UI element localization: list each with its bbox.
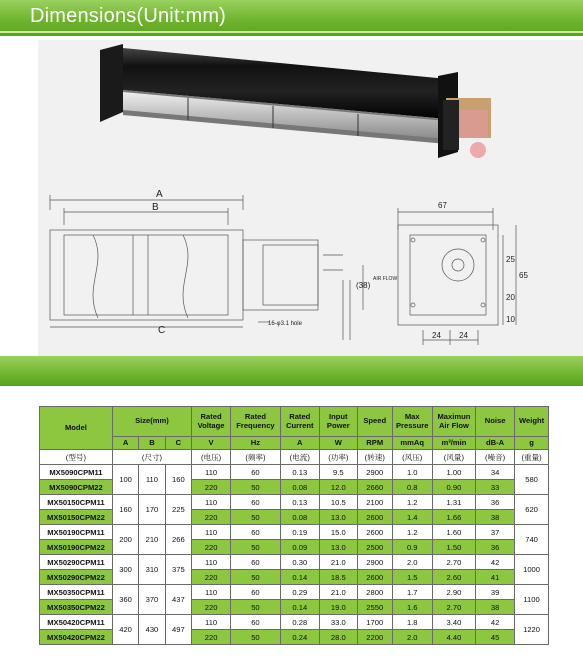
col-weight: Weight [515,407,549,437]
unit-c: C [165,437,191,450]
col-pressure: Max Pressure [392,407,432,437]
db-cell: 39 [476,585,515,600]
hz-cell: 50 [231,630,281,645]
size-b-cell: 110 [139,465,165,495]
header-stripe [0,31,583,33]
size-a-cell: 360 [112,585,138,615]
model-cell: MX50350CPM22 [40,600,113,615]
cn-power: (功率) [319,450,357,465]
unit-mmaq: mmAq [392,437,432,450]
cn-model: (型号) [40,450,113,465]
amp-cell: 0.28 [280,615,319,630]
v-cell: 220 [192,480,231,495]
model-cell: MX50290CPM11 [40,555,113,570]
dim-24a-label: 24 [432,331,441,340]
mmaq-cell: 1.0 [392,465,432,480]
size-a-cell: 420 [112,615,138,645]
cn-airflow: (风量) [432,450,475,465]
col-current: Rated Current [280,407,319,437]
v-cell: 220 [192,570,231,585]
amp-cell: 0.13 [280,465,319,480]
rpm-cell: 2900 [357,465,392,480]
amp-cell: 0.13 [280,495,319,510]
hz-cell: 50 [231,510,281,525]
m3-cell: 2.60 [432,570,475,585]
rpm-cell: 2660 [357,480,392,495]
w-cell: 12.0 [319,480,357,495]
size-b-cell: 370 [139,585,165,615]
m3-cell: 2.70 [432,600,475,615]
size-a-cell: 300 [112,555,138,585]
amp-cell: 0.24 [280,630,319,645]
mmaq-cell: 0.9 [392,540,432,555]
col-noise: Noise [476,407,515,437]
model-cell: MX5090CPM11 [40,465,113,480]
col-voltage: Rated Voltage [192,407,231,437]
mmaq-cell: 1.4 [392,510,432,525]
db-cell: 36 [476,495,515,510]
hz-cell: 60 [231,465,281,480]
mmaq-cell: 1.2 [392,495,432,510]
hz-cell: 50 [231,570,281,585]
db-cell: 41 [476,570,515,585]
dim-20-label: 20 [506,293,515,302]
w-cell: 13.0 [319,540,357,555]
section-divider-bar [0,356,583,386]
hz-cell: 60 [231,525,281,540]
mmaq-cell: 2.0 [392,555,432,570]
fan-illustration [38,40,583,356]
size-b-cell: 430 [139,615,165,645]
rpm-cell: 2550 [357,600,392,615]
mmaq-cell: 1.7 [392,585,432,600]
rpm-cell: 2600 [357,525,392,540]
v-cell: 220 [192,540,231,555]
unit-a: A [112,437,138,450]
size-b-cell: 170 [139,495,165,525]
weight-cell: 740 [515,525,549,555]
m3-cell: 3.40 [432,615,475,630]
cn-weight: (重量) [515,450,549,465]
size-b-cell: 310 [139,555,165,585]
dim-10-label: 10 [506,315,515,324]
rpm-cell: 2900 [357,555,392,570]
dim-24b-label: 24 [459,331,468,340]
m3-cell: 2.70 [432,555,475,570]
w-cell: 33.0 [319,615,357,630]
amp-cell: 0.19 [280,525,319,540]
header-row [40,407,549,437]
size-a-cell: 160 [112,495,138,525]
mmaq-cell: 1.5 [392,570,432,585]
size-c-cell: 266 [165,525,191,555]
size-c-cell: 497 [165,615,191,645]
col-airflow: Maximun Air Flow [432,407,475,437]
cn-speed: (转速) [357,450,392,465]
model-cell: MX50420CPM11 [40,615,113,630]
weight-cell: 1000 [515,555,549,585]
amp-cell: 0.09 [280,540,319,555]
hz-cell: 60 [231,495,281,510]
model-cell: MX5090CPM22 [40,480,113,495]
amp-cell: 0.30 [280,555,319,570]
hz-cell: 50 [231,600,281,615]
v-cell: 110 [192,585,231,600]
unit-row [40,437,549,450]
w-cell: 13.0 [319,510,357,525]
mmaq-cell: 1.6 [392,600,432,615]
size-a-cell: 200 [112,525,138,555]
fan-photo [100,44,491,158]
amp-cell: 0.14 [280,570,319,585]
m3-cell: 1.31 [432,495,475,510]
weight-cell: 1100 [515,585,549,615]
db-cell: 33 [476,480,515,495]
unit-db: dB-A [476,437,515,450]
hz-cell: 60 [231,585,281,600]
rpm-cell: 2800 [357,585,392,600]
dim-25-label: 25 [506,255,515,264]
v-cell: 110 [192,465,231,480]
model-cell: MX50190CPM22 [40,540,113,555]
m3-cell: 1.66 [432,510,475,525]
col-model: Model [40,407,113,450]
cn-frequency: (频率) [231,450,281,465]
m3-cell: 0.90 [432,480,475,495]
model-cell: MX50150CPM11 [40,495,113,510]
col-frequency: Rated Frequency [231,407,281,437]
dim-c-label: C [158,325,166,336]
db-cell: 42 [476,555,515,570]
model-cell: MX50290CPM22 [40,570,113,585]
size-b-cell: 210 [139,525,165,555]
v-cell: 220 [192,630,231,645]
mmaq-cell: 1.2 [392,525,432,540]
v-cell: 220 [192,510,231,525]
m3-cell: 1.00 [432,465,475,480]
chinese-row [40,450,549,465]
m3-cell: 2.90 [432,585,475,600]
amp-cell: 0.29 [280,585,319,600]
front-view-drawing [50,195,350,340]
table-row [40,495,549,510]
v-cell: 110 [192,525,231,540]
hz-cell: 60 [231,555,281,570]
w-cell: 15.0 [319,525,357,540]
model-cell: MX50350CPM11 [40,585,113,600]
w-cell: 21.0 [319,555,357,570]
v-cell: 110 [192,615,231,630]
rpm-cell: 2100 [357,495,392,510]
size-c-cell: 437 [165,585,191,615]
hz-cell: 50 [231,480,281,495]
spec-table-body [40,407,549,645]
weight-cell: 620 [515,495,549,525]
weight-cell: 580 [515,465,549,495]
header-bar [0,0,583,36]
db-cell: 38 [476,510,515,525]
page-title: Dimensions(Unit:mm) [30,5,227,27]
unit-v: V [192,437,231,450]
db-cell: 38 [476,600,515,615]
spec-table [39,406,549,645]
size-c-cell: 225 [165,495,191,525]
rpm-cell: 2600 [357,510,392,525]
v-cell: 220 [192,600,231,615]
cn-pressure: (风压) [392,450,432,465]
w-cell: 10.5 [319,495,357,510]
size-c-cell: 160 [165,465,191,495]
unit-g: g [515,437,549,450]
col-size: Size(mm) [112,407,191,437]
hz-cell: 60 [231,615,281,630]
dim-67-label: 67 [438,201,447,210]
m3-cell: 1.50 [432,540,475,555]
table-row [40,465,549,480]
rpm-cell: 2600 [357,570,392,585]
rpm-cell: 2500 [357,540,392,555]
db-cell: 34 [476,465,515,480]
table-row [40,615,549,630]
table-row [40,555,549,570]
v-cell: 110 [192,495,231,510]
dim-b-label: B [152,202,159,213]
db-cell: 37 [476,525,515,540]
db-cell: 45 [476,630,515,645]
amp-cell: 0.08 [280,510,319,525]
mmaq-cell: 1.8 [392,615,432,630]
dim-38-label: (38) [356,281,371,290]
unit-rpm: RPM [357,437,392,450]
dim-65-label: 65 [519,271,528,280]
model-cell: MX50150CPM22 [40,510,113,525]
unit-amp: A [280,437,319,450]
size-a-cell: 100 [112,465,138,495]
rpm-cell: 1700 [357,615,392,630]
table-row [40,525,549,540]
mmaq-cell: 2.0 [392,630,432,645]
rpm-cell: 2200 [357,630,392,645]
w-cell: 18.5 [319,570,357,585]
cn-noise: (噪音) [476,450,515,465]
w-cell: 28.0 [319,630,357,645]
v-cell: 110 [192,555,231,570]
dim-a-label: A [156,189,163,200]
model-cell: MX50420CPM22 [40,630,113,645]
col-power: Input Power [319,407,357,437]
product-figure [38,40,583,356]
m3-cell: 4.40 [432,630,475,645]
w-cell: 9.5 [319,465,357,480]
m3-cell: 1.60 [432,525,475,540]
db-cell: 36 [476,540,515,555]
unit-b: B [139,437,165,450]
w-cell: 21.0 [319,585,357,600]
col-speed: Speed [357,407,392,437]
unit-hz: Hz [231,437,281,450]
unit-w: W [319,437,357,450]
hz-cell: 50 [231,540,281,555]
amp-cell: 0.08 [280,480,319,495]
model-cell: MX50190CPM11 [40,525,113,540]
cn-size: (尺寸) [112,450,191,465]
mmaq-cell: 0.8 [392,480,432,495]
weight-cell: 1220 [515,615,549,645]
w-cell: 19.0 [319,600,357,615]
unit-m3: m³/min [432,437,475,450]
hole-note: 16-φ3.1 hole [268,321,302,327]
cn-voltage: (电压) [192,450,231,465]
db-cell: 42 [476,615,515,630]
air-flow-label: AIR FLOW [373,276,398,282]
cn-current: (电流) [280,450,319,465]
size-c-cell: 375 [165,555,191,585]
amp-cell: 0.14 [280,600,319,615]
table-row [40,585,549,600]
